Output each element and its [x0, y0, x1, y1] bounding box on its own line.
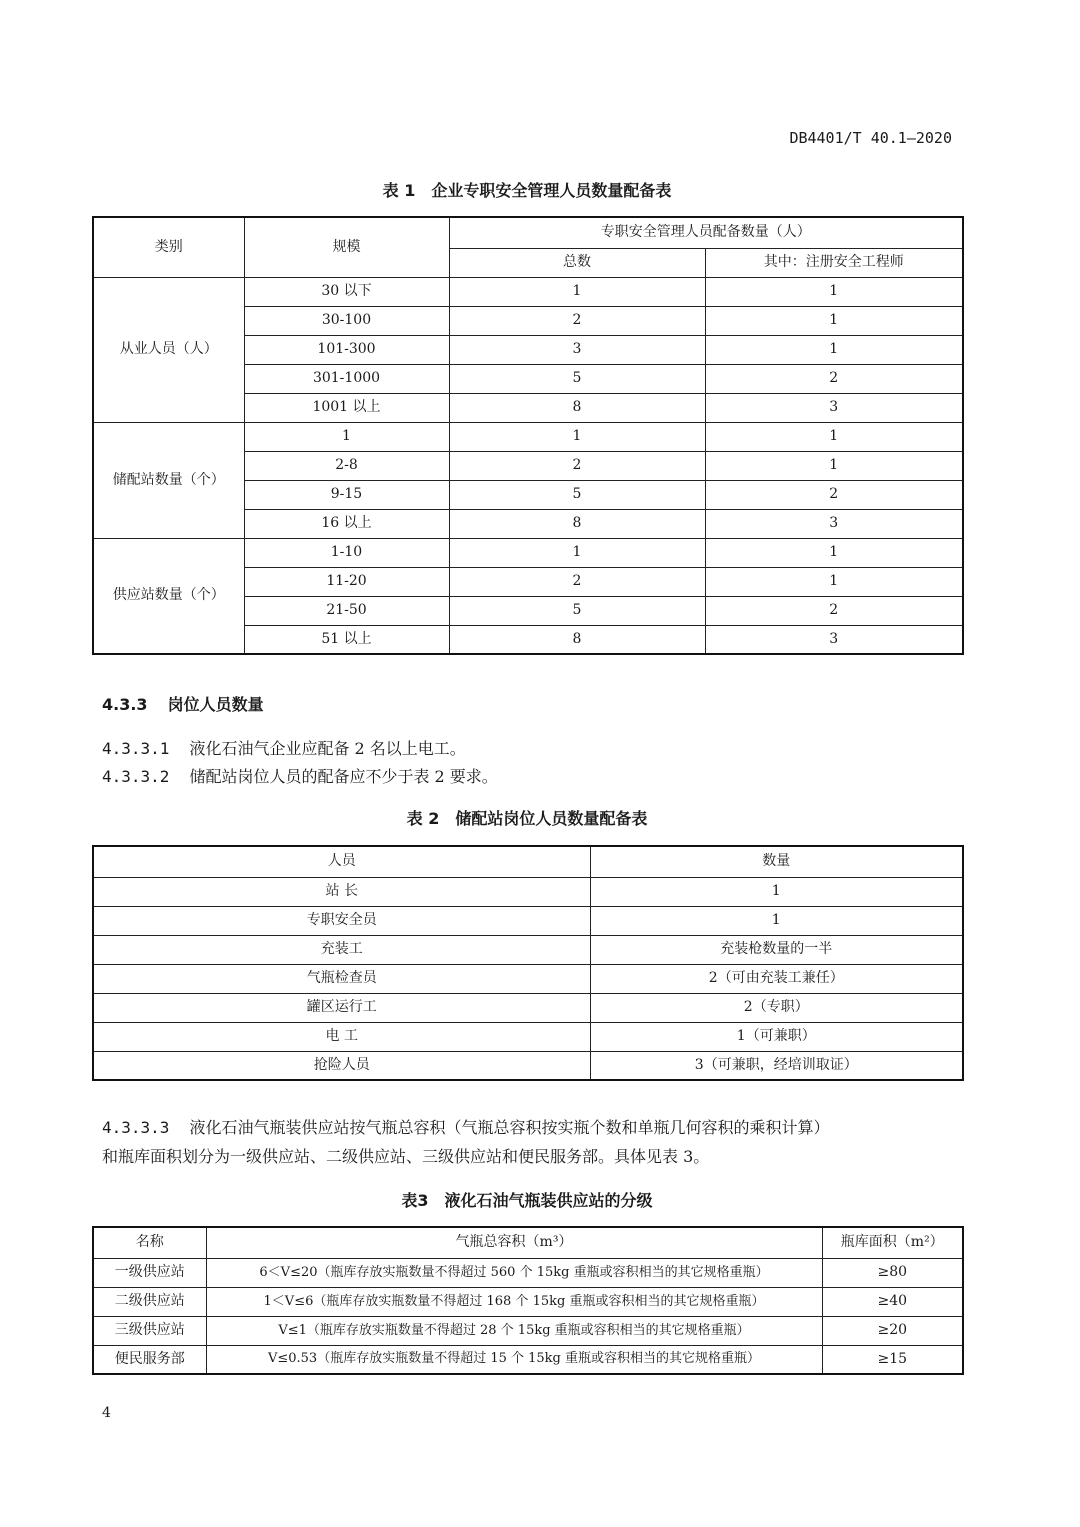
paragraph	[102, 764, 498, 787]
scale-cell: 51 以上	[244, 625, 449, 654]
engineer-cell: 1	[705, 567, 963, 596]
quantity-cell: 1（可兼职）	[590, 1022, 963, 1051]
clause-number: 4.3.3.2	[102, 767, 170, 786]
area-cell: ≥20	[822, 1316, 963, 1345]
total-cell: 5	[449, 480, 705, 509]
total-cell: 5	[449, 596, 705, 625]
scale-cell: 9-15	[244, 480, 449, 509]
paragraph	[102, 736, 466, 759]
scale-cell: 1001 以上	[244, 393, 449, 422]
volume-cell: V≤1（瓶库存放实瓶数量不得超过 28 个 15kg 重瓶或容积相当的其它规格重瓶）	[206, 1316, 822, 1345]
table1-caption: 表 1 企业专职安全管理人员数量配备表	[382, 181, 672, 200]
volume-cell: V≤0.53（瓶库存放实瓶数量不得超过 15 个 15kg 重瓶或容积相当的其它规格重瓶）	[206, 1345, 822, 1374]
table2-caption: 表 2 储配站岗位人员数量配备表	[406, 809, 648, 828]
total-cell: 8	[449, 509, 705, 538]
page-number: 4	[102, 1405, 111, 1421]
header-volume: 气瓶总容积（m³）	[206, 1227, 822, 1258]
quantity-cell: 2（专职）	[590, 993, 963, 1022]
table2-station-staff	[92, 845, 964, 1081]
total-cell: 2	[449, 567, 705, 596]
header-name: 名称	[93, 1227, 206, 1258]
scale-cell: 301-1000	[244, 364, 449, 393]
volume-cell: 1＜V≤6（瓶库存放实瓶数量不得超过 168 个 15kg 重瓶或容积相当的其它规格重瓶）	[206, 1287, 822, 1316]
engineer-cell: 1	[705, 306, 963, 335]
scale-cell: 21-50	[244, 596, 449, 625]
total-cell: 1	[449, 422, 705, 451]
clause-number: 4.3.3.3	[102, 1118, 170, 1137]
engineer-cell: 2	[705, 596, 963, 625]
paragraph	[102, 1115, 829, 1138]
person-cell: 站 长	[93, 877, 590, 906]
clause-text: 储配站岗位人员的配备应不少于表 2 要求。	[189, 767, 498, 786]
clause-text-line1: 液化石油气瓶装供应站按气瓶总容积（气瓶总容积按实瓶个数和单瓶几何容积的乘积计算）	[189, 1118, 830, 1137]
total-cell: 1	[449, 538, 705, 567]
engineer-cell: 1	[705, 277, 963, 306]
scale-cell: 1-10	[244, 538, 449, 567]
total-cell: 8	[449, 393, 705, 422]
area-cell: ≥40	[822, 1287, 963, 1316]
document-code: DB4401/T 40.1—2020	[789, 129, 952, 147]
person-cell: 电 工	[93, 1022, 590, 1051]
scale-cell: 30-100	[244, 306, 449, 335]
header-staffing: 专职安全管理人员配备数量（人）	[449, 217, 963, 248]
section-title: 岗位人员数量	[167, 695, 264, 714]
scale-cell: 1	[244, 422, 449, 451]
header-scale: 规模	[244, 217, 449, 277]
group-cell: 从业人员（人）	[93, 277, 244, 422]
person-cell: 专职安全员	[93, 906, 590, 935]
paragraph-continuation: 和瓶库面积划分为一级供应站、二级供应站、三级供应站和便民服务部。具体见表 3。	[102, 1147, 710, 1166]
quantity-cell: 3（可兼职，经培训取证）	[590, 1051, 963, 1080]
person-cell: 罐区运行工	[93, 993, 590, 1022]
header-category: 类别	[93, 217, 244, 277]
person-cell: 充装工	[93, 935, 590, 964]
quantity-cell: 充装枪数量的一半	[590, 935, 963, 964]
engineer-cell: 1	[705, 451, 963, 480]
scale-cell: 11-20	[244, 567, 449, 596]
total-cell: 3	[449, 335, 705, 364]
person-cell: 气瓶检查员	[93, 964, 590, 993]
volume-cell: 6＜V≤20（瓶库存放实瓶数量不得超过 560 个 15kg 重瓶或容积相当的其它规格重瓶）	[206, 1258, 822, 1287]
header-total: 总数	[449, 248, 705, 277]
total-cell: 2	[449, 306, 705, 335]
name-cell: 二级供应站	[93, 1287, 206, 1316]
quantity-cell: 1	[590, 906, 963, 935]
engineer-cell: 2	[705, 364, 963, 393]
total-cell: 8	[449, 625, 705, 654]
total-cell: 2	[449, 451, 705, 480]
engineer-cell: 3	[705, 509, 963, 538]
name-cell: 便民服务部	[93, 1345, 206, 1374]
section-number: 4.3.3	[102, 695, 148, 714]
name-cell: 三级供应站	[93, 1316, 206, 1345]
scale-cell: 30 以下	[244, 277, 449, 306]
total-cell: 1	[449, 277, 705, 306]
header-person: 人员	[93, 846, 590, 877]
engineer-cell: 1	[705, 538, 963, 567]
name-cell: 一级供应站	[93, 1258, 206, 1287]
clause-number: 4.3.3.1	[102, 739, 170, 758]
quantity-cell: 1	[590, 877, 963, 906]
header-quantity: 数量	[590, 846, 963, 877]
group-cell: 供应站数量（个）	[93, 538, 244, 654]
header-area: 瓶库面积（m²）	[822, 1227, 963, 1258]
person-cell: 抢险人员	[93, 1051, 590, 1080]
quantity-cell: 2（可由充装工兼任）	[590, 964, 963, 993]
table3-caption: 表3 液化石油气瓶装供应站的分级	[401, 1191, 653, 1210]
engineer-cell: 2	[705, 480, 963, 509]
engineer-cell: 1	[705, 422, 963, 451]
area-cell: ≥15	[822, 1345, 963, 1374]
scale-cell: 2-8	[244, 451, 449, 480]
clause-text: 液化石油气企业应配备 2 名以上电工。	[189, 739, 466, 758]
engineer-cell: 1	[705, 335, 963, 364]
area-cell: ≥80	[822, 1258, 963, 1287]
scale-cell: 16 以上	[244, 509, 449, 538]
table1-staffing	[92, 216, 964, 655]
table3-station-grades	[92, 1226, 964, 1375]
engineer-cell: 3	[705, 625, 963, 654]
scale-cell: 101-300	[244, 335, 449, 364]
total-cell: 5	[449, 364, 705, 393]
engineer-cell: 3	[705, 393, 963, 422]
group-cell: 储配站数量（个）	[93, 422, 244, 538]
section-heading	[102, 692, 264, 715]
header-engineer: 其中：注册安全工程师	[705, 248, 963, 277]
